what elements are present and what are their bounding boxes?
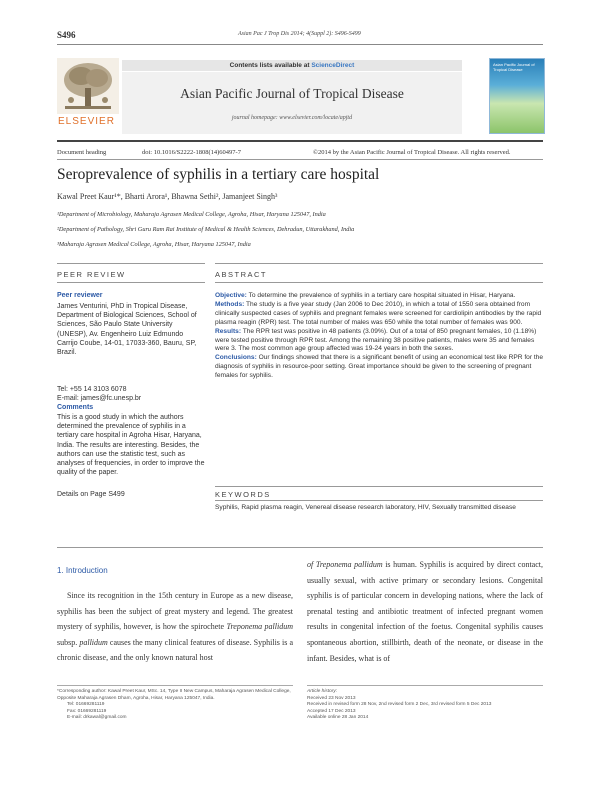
journal-homepage[interactable]: journal homepage: www.elsevier.com/locate/apjtd	[231, 115, 353, 121]
affiliation-3: ³Maharaja Agrasen Medical College, Agroha, Hisar, Haryana 125047, India	[57, 241, 251, 248]
journal-title: Asian Pacific Journal of Tropical Disease	[180, 86, 404, 101]
meta-rule	[57, 159, 543, 160]
peer-reviewer-text: James Venturini, PhD in Tropical Disease, Department of Biological Sciences, School of Sciences, São Paulo State University (UNESP), Av. Engenheiro Luiz Edmundo Carrijo Coube, 14-01, 17033-360, Bauru, SP, Brazil.	[57, 303, 197, 357]
conclusion-label: Conclusions:	[215, 354, 257, 362]
abstract-conclusion	[215, 354, 543, 381]
history-heading: Article history:	[307, 689, 338, 694]
sciencedirect-link[interactable]: ScienceDirect	[311, 62, 355, 69]
intro-p3: causes the many clinical features of disease. Syphilis is a chronic disease, and the only known natural host	[57, 637, 294, 663]
intro-p1: Since its recognition in the 15th century in Europe as a new disease, syphilis has been the subject of great mystery and legend. The greatest mystery of syphilis, however, is how the spirochete	[57, 591, 293, 632]
running-head: Asian Pac J Trop Dis 2014; 4(Suppl 2): S496-S499	[238, 31, 361, 37]
front-matter-rule	[57, 547, 543, 548]
intro-column-2	[307, 557, 543, 666]
journal-cover-image	[489, 58, 545, 134]
header-rule	[57, 44, 543, 45]
keywords-heading: KEYWORDS	[215, 490, 271, 499]
abstract-methods	[215, 301, 543, 328]
intro-italic-1: Treponema pallidum	[226, 622, 293, 632]
peer-reviewer-email[interactable]: E-mail: james@fc.unesp.br	[57, 395, 142, 402]
corresponding-author-note	[57, 689, 293, 722]
page-number: S496	[57, 30, 76, 40]
keywords-rule	[215, 500, 543, 501]
peer-reviewer-heading: Peer reviewer	[57, 292, 103, 299]
contents-banner	[122, 60, 462, 71]
article-history	[307, 689, 543, 722]
footnote-rule-left	[57, 685, 293, 686]
results-label: Results:	[215, 327, 242, 335]
masthead-rule	[57, 140, 543, 142]
keywords-text: Syphilis, Rapid plasma reagin, Venereal disease research laboratory, HIV, Sexually transmitted disease	[215, 504, 516, 511]
history-received: Received 23 Nov 2013	[307, 695, 356, 701]
affiliation-2: ²Department of Pathology, Shri Guru Ram Rai Institute of Medical & Health Sciences, Dehradun, Uttarakhand, India	[57, 226, 355, 233]
footnote-tel: Tel: 01669281119	[67, 702, 105, 708]
footnote-email[interactable]: E-mail: drkawal@gmail.com	[67, 715, 127, 721]
copyright: ©2014 by the Asian Pacific Journal of Tropical Disease. All rights reserved.	[313, 149, 511, 156]
cover-label: Asian Pacific Journal of Tropical Disease	[493, 62, 535, 72]
corresponding-text: *Corresponding author: Kawal Preet Kaur, MSc. 14, Type II New Campus, Maharaja Agrasen Medical College, Opposite Maharaja Agrasen Dham, Agroha, Hisar, Haryana 125047, India.	[57, 689, 291, 701]
comments-text: This is a good study in which the authors determined the prevalence of syphilis in a tertiary care hospital in Agroha Hisar, Haryana, India. The results are interesting. Besides, the authors can use the statistic test, such as analyses of frequencies, in order to improve the quality of the paper.	[57, 414, 205, 477]
peer-review-rule-top	[57, 263, 205, 264]
keywords-rule-top	[215, 486, 543, 487]
publisher-name: ELSEVIER	[58, 116, 115, 127]
affiliation-1: ¹Department of Microbiology, Maharaja Agrasen Medical College, Agroha, Hisar, Haryana 125047, India	[57, 211, 326, 218]
comments-details-link[interactable]: Details on Page S499	[57, 491, 125, 498]
intro-p2: subsp.	[57, 637, 80, 647]
conclusion-text: Our findings showed that there is a significant benefit of using an economical test like RPR for the diagnosis of syphilis in resource-poor setting. Great importance should be given to the screening of pregnant females for syphilis.	[215, 354, 544, 380]
history-revised: Received in revised form 28 Nov, 2nd revised form 2 Dec, 3rd revised form 5 Dec 2013	[307, 702, 492, 708]
history-online: Available online 28 Jan 2014	[307, 715, 369, 721]
document-heading: Document heading	[57, 149, 107, 156]
abstract-heading: ABSTRACT	[215, 270, 268, 279]
journal-band	[122, 72, 462, 134]
methods-label: Methods:	[215, 300, 245, 308]
intro-col2-italic: of Treponema pallidum	[307, 560, 383, 569]
author-list: Kawal Preet Kaur¹*, Bharti Arora¹, Bhawna Sethi², Jamanjeet Singh³	[57, 192, 278, 201]
methods-text: The study is a five year study (Jan 2006 to Dec 2010), in which a total of 1550 sera obtained from clinically suspected cases of syphilis and pregnant females were screened for cardiolipin antibodies by the rapid plasma reagin (RPR) test. The total number of males was 650 while the total number of females was 900.	[215, 300, 542, 326]
introduction-heading: 1. Introduction	[57, 566, 108, 575]
history-accepted: Accepted 17 Dec 2013	[307, 708, 356, 714]
footnote-fax: Fax: 01669281119	[67, 708, 107, 714]
article-title: Seroprevalence of syphilis in a tertiary care hospital	[57, 166, 380, 183]
abstract-results	[215, 328, 543, 355]
intro-italic-2: pallidum	[79, 637, 108, 647]
comments-heading: Comments	[57, 404, 94, 411]
footnote-rule-right	[307, 685, 543, 686]
results-text: The RPR test was positive in 48 patients (3.09%). Out of a total of 850 pregnant females, 10 (1.18%) were tested positive through RPR test. Among the remaining 38 positive patients, males were 35 and females were 3. The most common age group affected was 19-24 years in both the sexes.	[215, 327, 537, 353]
peer-review-rule	[57, 282, 205, 283]
objective-label: Objective:	[215, 292, 247, 299]
abstract-rule	[215, 282, 543, 283]
peer-reviewer-tel: Tel: +55 14 3103 6078	[57, 386, 127, 393]
objective-text: To determine the prevalence of syphilis in a tertiary care hospital situated in Hisar, Haryana.	[246, 292, 516, 299]
peer-review-heading: PEER REVIEW	[57, 270, 126, 279]
elsevier-tree-logo	[57, 58, 119, 114]
doi[interactable]: doi: 10.1016/S2222-1808(14)60497-7	[142, 149, 241, 156]
contents-prefix: Contents lists available at	[229, 62, 312, 69]
abstract-rule-top	[215, 263, 543, 264]
abstract-objective	[215, 292, 543, 301]
intro-col2-text: is human. Syphilis is acquired by direct contact, usually sexual, with active primary or secondary lesions. Congenital syphilis is of particular concern in developing nations, where the lack of prenatal testing and antibiotic treatment of infected pregnant women results in congenital infection of the foetus. Congenital syphilis causes spontaneous abortion, stillbirth, death of the neonate, or disease in the infant. Besides, what is of	[307, 560, 543, 663]
intro-column-1	[57, 588, 293, 666]
abstract-body	[215, 292, 543, 381]
